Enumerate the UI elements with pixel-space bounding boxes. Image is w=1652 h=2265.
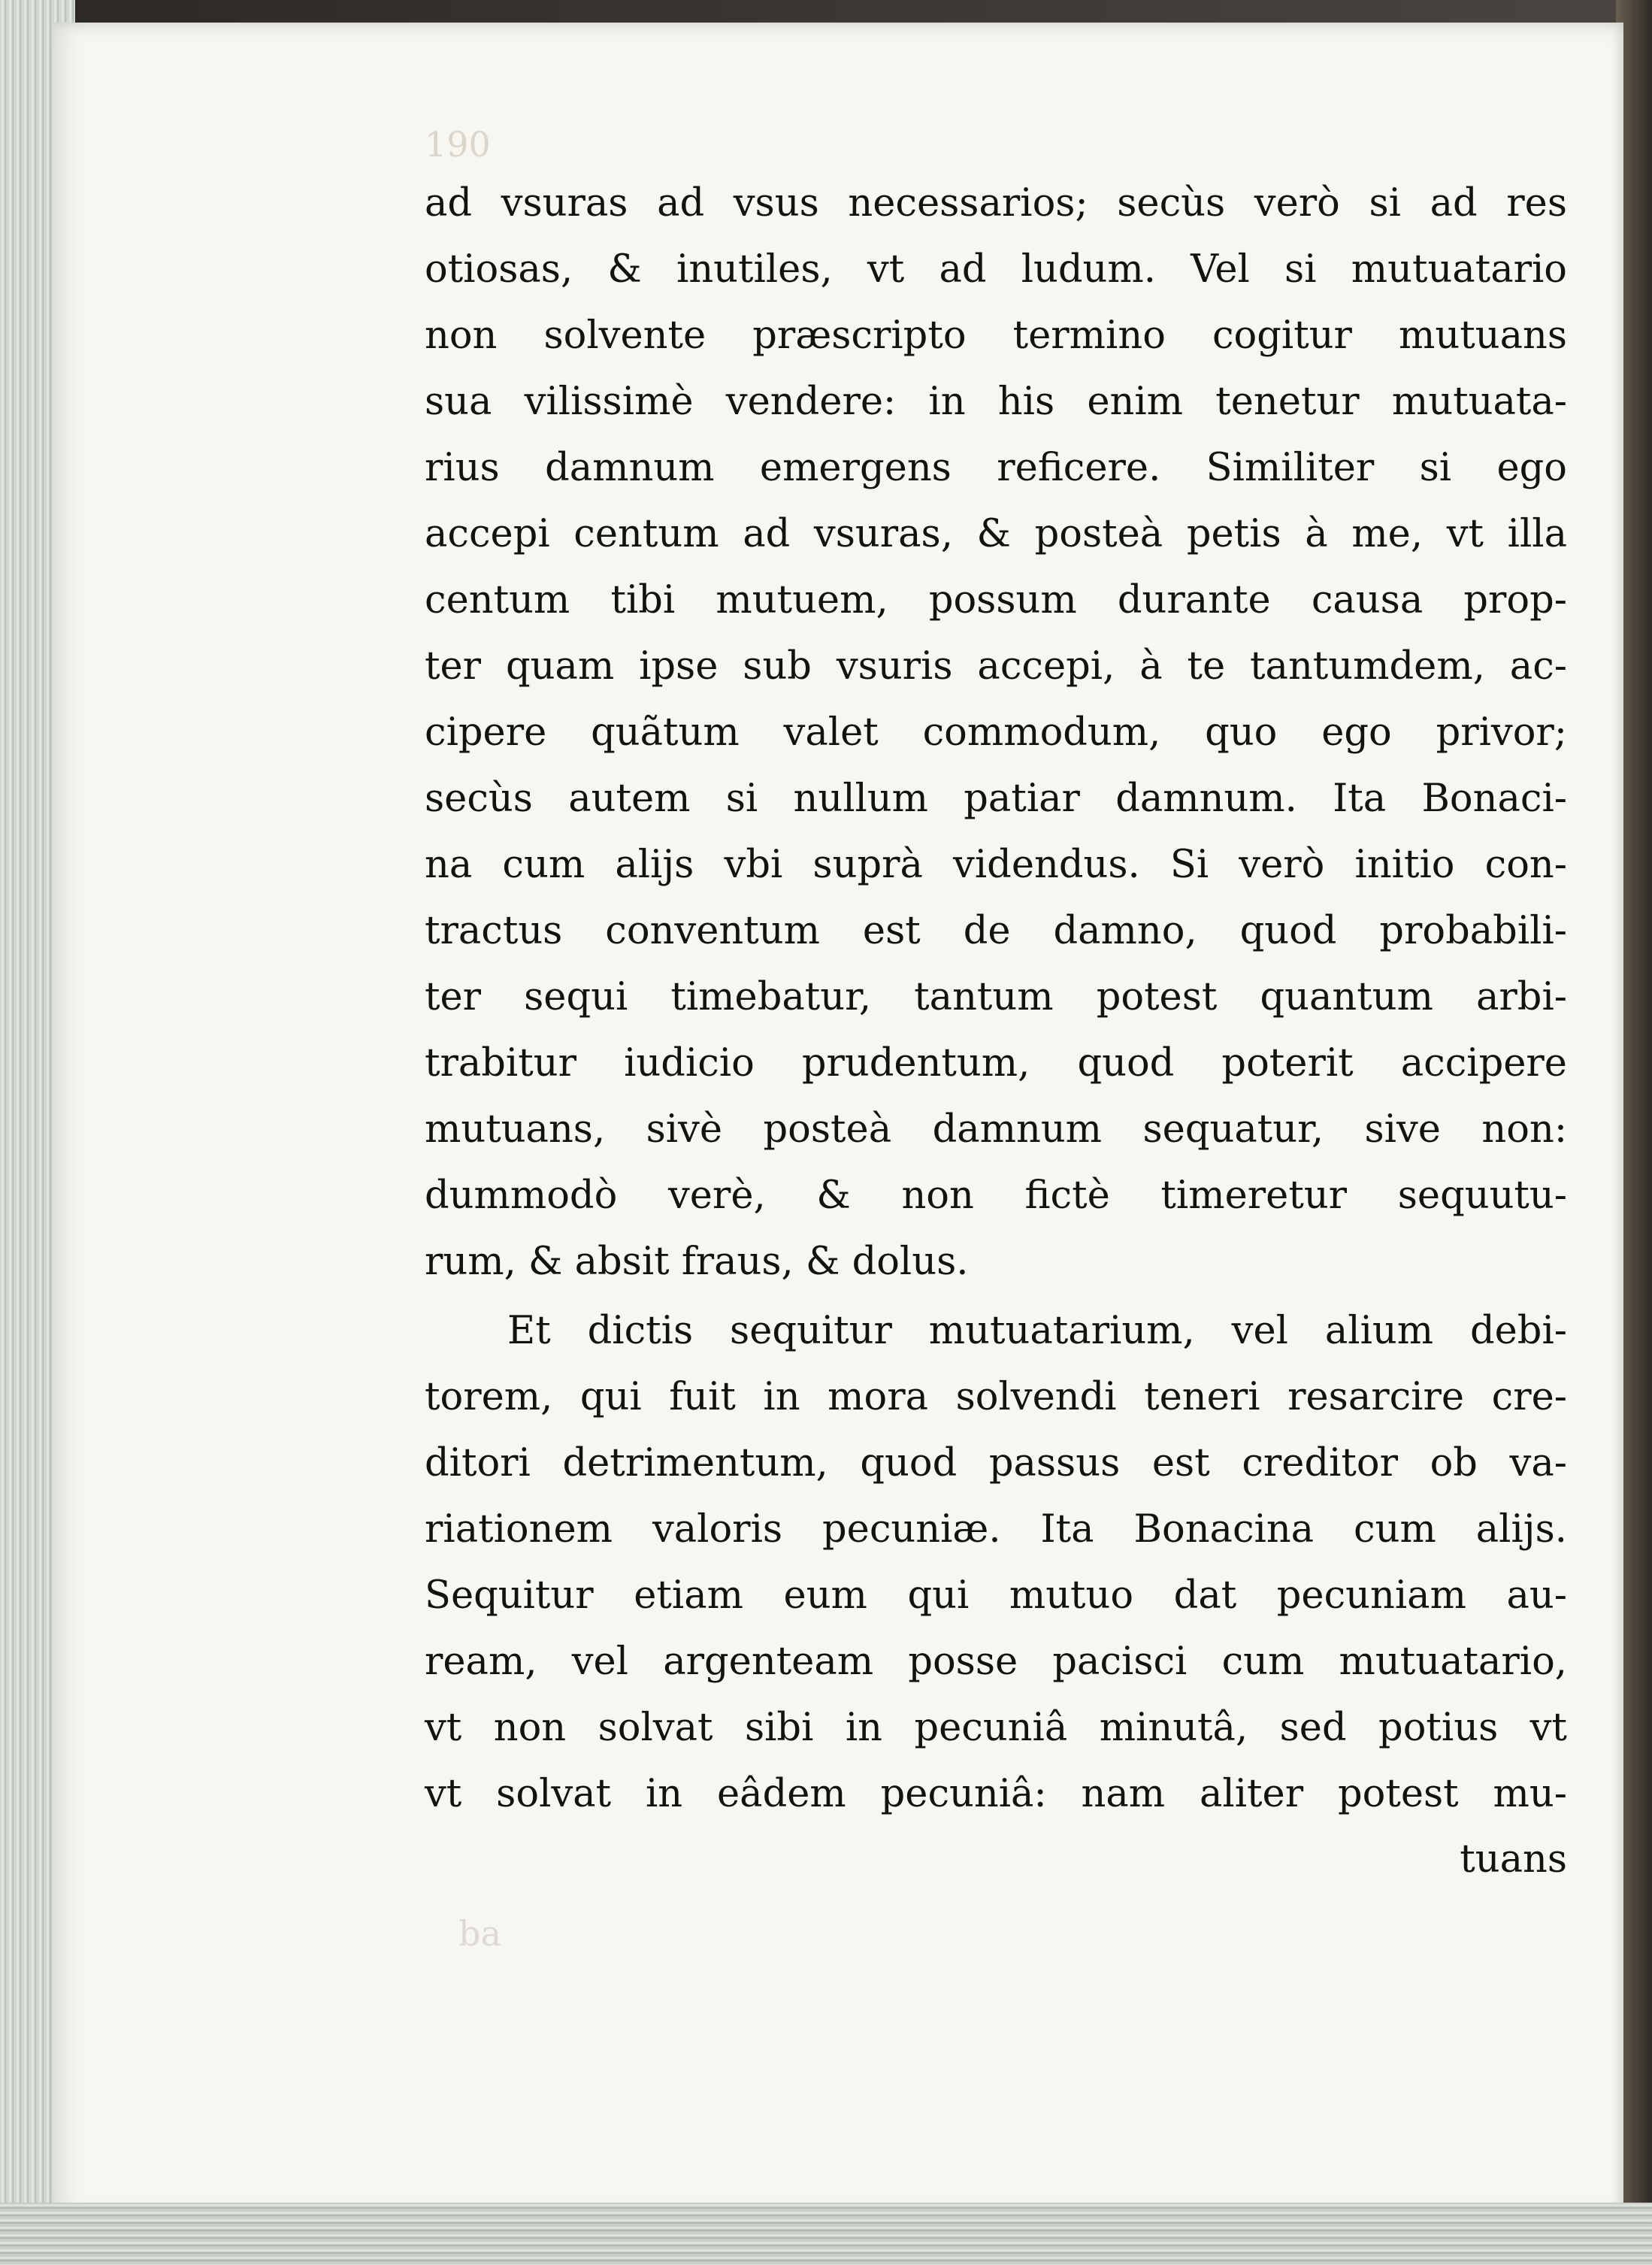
- text-line: ter quam ipse sub vsuris accepi, à te tantumdem, ac-: [425, 644, 1567, 689]
- text-line: trabitur iudicio prudentum, quod poterit accipere: [425, 1041, 1567, 1086]
- text-line: non solvente præscripto termino cogitur mutuans: [425, 313, 1567, 358]
- text-line: vt solvat in eâdem pecuniâ: nam aliter potest mu-: [425, 1772, 1567, 1816]
- text-line: rius damnum emergens reficere. Similiter si ego: [425, 446, 1567, 490]
- page-number-bleed: 190: [425, 124, 491, 165]
- text-line: cipere quãtum valet commodum, quo ego privor;: [425, 710, 1567, 755]
- text-line: otiosas, & inutiles, vt ad ludum. Vel si mutuatario: [425, 247, 1567, 292]
- text-line: torem, qui fuit in mora solvendi teneri resarcire cre-: [425, 1375, 1567, 1419]
- text-line: centum tibi mutuem, possum durante causa prop-: [425, 578, 1567, 622]
- text-line: ad vsuras ad vsus necessarios; secùs verò si ad res: [425, 181, 1567, 226]
- text-line-paragraph-start: Et dictis sequitur mutuatarium, vel alium debi-: [507, 1309, 1567, 1353]
- text-line: vt non solvat sibi in pecuniâ minutâ, sed potius vt: [425, 1706, 1567, 1750]
- bleed-through-text: ba: [458, 1913, 501, 1954]
- text-line: ream, vel argenteam posse pacisci cum mutuatario,: [425, 1640, 1567, 1684]
- catchword: tuans: [1460, 1837, 1567, 1882]
- text-line: rum, & absit fraus, & dolus.: [425, 1240, 969, 1284]
- text-line: sua vilissimè vendere: in his enim tenetur mutuata-: [425, 380, 1567, 424]
- text-line: ter sequi timebatur, tantum potest quantum arbi-: [425, 975, 1567, 1019]
- text-line: secùs autem si nullum patiar damnum. Ita Bonaci-: [425, 777, 1567, 821]
- text-line: mutuans, sivè posteà damnum sequatur, sive non:: [425, 1107, 1567, 1152]
- text-line: accepi centum ad vsuras, & posteà petis à me, vt illa: [425, 512, 1567, 556]
- text-line: riationem valoris pecuniæ. Ita Bonacina cum alijs.: [425, 1507, 1567, 1552]
- text-line: Sequitur etiam eum qui mutuo dat pecuniam au-: [425, 1573, 1567, 1618]
- text-line: ditori detrimentum, quod passus est creditor ob va-: [425, 1441, 1567, 1485]
- text-line: na cum alijs vbi suprà videndus. Si verò initio con-: [425, 843, 1567, 887]
- text-line: tractus conventum est de damno, quod probabili-: [425, 909, 1567, 953]
- text-line: dummodò verè, & non fictè timeretur sequutu-: [425, 1173, 1567, 1218]
- page-stack-bottom-edge: [0, 2203, 1652, 2265]
